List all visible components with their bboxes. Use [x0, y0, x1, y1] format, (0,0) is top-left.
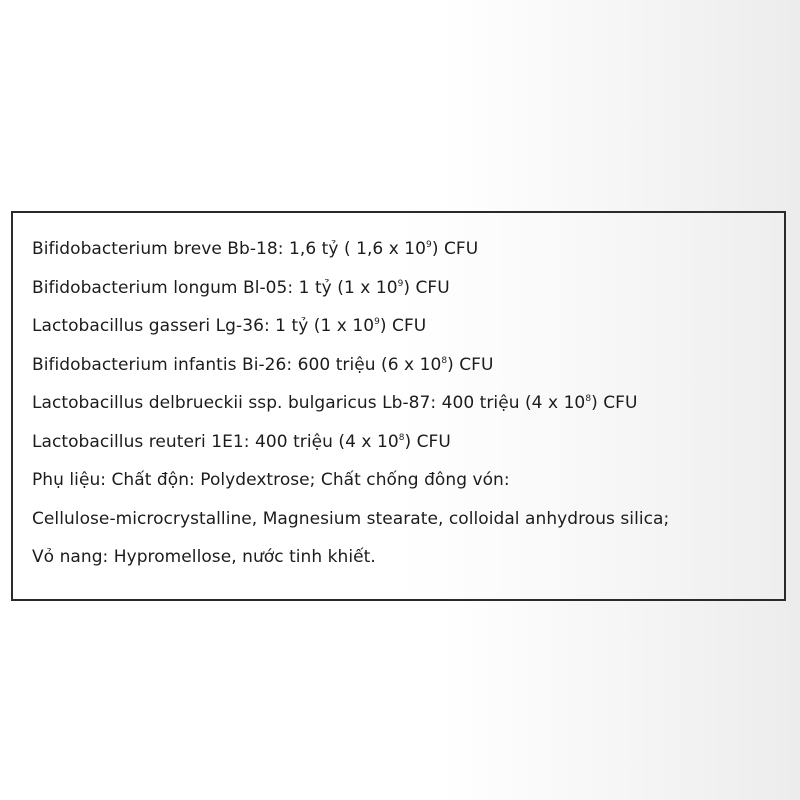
strain-line: Bifidobacterium longum Bl-05: 1 tỷ (1 x $10^9$) CFU [32, 277, 450, 298]
strain-name: Bifidobacterium longum Bl-05 [32, 277, 288, 298]
strain-amount: 1 tỷ [298, 277, 332, 298]
strain-count-open: (6 x 10 [381, 354, 442, 375]
strain-name: Lactobacillus reuteri 1E1 [32, 431, 244, 452]
strain-count-exponent: 8 [441, 355, 448, 366]
strain-line: Bifidobacterium breve Bb-18: 1,6 tỷ ( 1,6 x $10^9$) CFU [32, 239, 479, 259]
strain-count-exponent: 9 [426, 240, 432, 250]
strain-amount: 400 triệu [441, 393, 520, 413]
strain-count-close: ) CFU [403, 277, 450, 298]
ingredient-list [32, 235, 669, 582]
strain-count-open: (1 x 10 [313, 316, 375, 336]
ingredient-label [11, 211, 786, 601]
strain-line: Lactobacillus gasseri Lg-36: 1 tỷ (1 x $10^9$) CFU [32, 316, 427, 336]
strain-count-open: (4 x 10 [525, 393, 586, 413]
strain-amount: 1 tỷ [275, 316, 309, 336]
strain-count-close: ) CFU [379, 316, 427, 336]
strain-name: Bifidobacterium breve Bb-18 [32, 239, 278, 259]
strain-count-close: ) CFU [404, 431, 451, 452]
strain-name: Lactobacillus gasseri Lg-36 [32, 316, 264, 336]
strain-count-close: ) CFU [591, 393, 638, 413]
strain-count-close: ) CFU [447, 354, 494, 375]
strain-count-close: ) CFU [431, 239, 479, 259]
strain-line: Lactobacillus reuteri 1E1: 400 triệu (4 x $10^8$) CFU [32, 431, 451, 452]
strain-count-exponent: 9 [397, 278, 404, 289]
strain-line: Bifidobacterium infantis Bi-26: 600 triệu (6 x $10^8$) CFU [32, 354, 494, 375]
strain-count-open: (4 x 10 [338, 431, 399, 452]
excipients-line: Phụ liệu: Chất độn: Polydextrose; Chất chống đông vón: [32, 470, 510, 490]
strain-amount: 1,6 tỷ [289, 239, 339, 259]
strain-count-open: (1 x 10 [337, 277, 398, 298]
strain-count-exponent: 8 [398, 432, 405, 443]
strain-name: Bifidobacterium infantis Bi-26 [32, 354, 287, 375]
strain-name: Lactobacillus delbrueckii ssp. bulgaricus Lb-87 [32, 393, 431, 413]
strain-line: Lactobacillus delbrueckii ssp. bulgaricus Lb-87: 400 triệu (4 x $10^8$) CFU [32, 393, 638, 413]
strain-amount: 600 triệu [297, 354, 376, 375]
strain-amount: 400 triệu [255, 431, 333, 452]
strain-count-exponent: 8 [585, 394, 592, 404]
excipients-line: Cellulose-microcrystalline, Magnesium stearate, colloidal anhydrous silica; [32, 508, 670, 529]
strain-count-exponent: 9 [374, 317, 380, 327]
strain-count-open: ( 1,6 x 10 [343, 239, 427, 259]
capsule-shell-line: Vỏ nang: Hypromellose, nước tinh khiết. [32, 547, 376, 567]
